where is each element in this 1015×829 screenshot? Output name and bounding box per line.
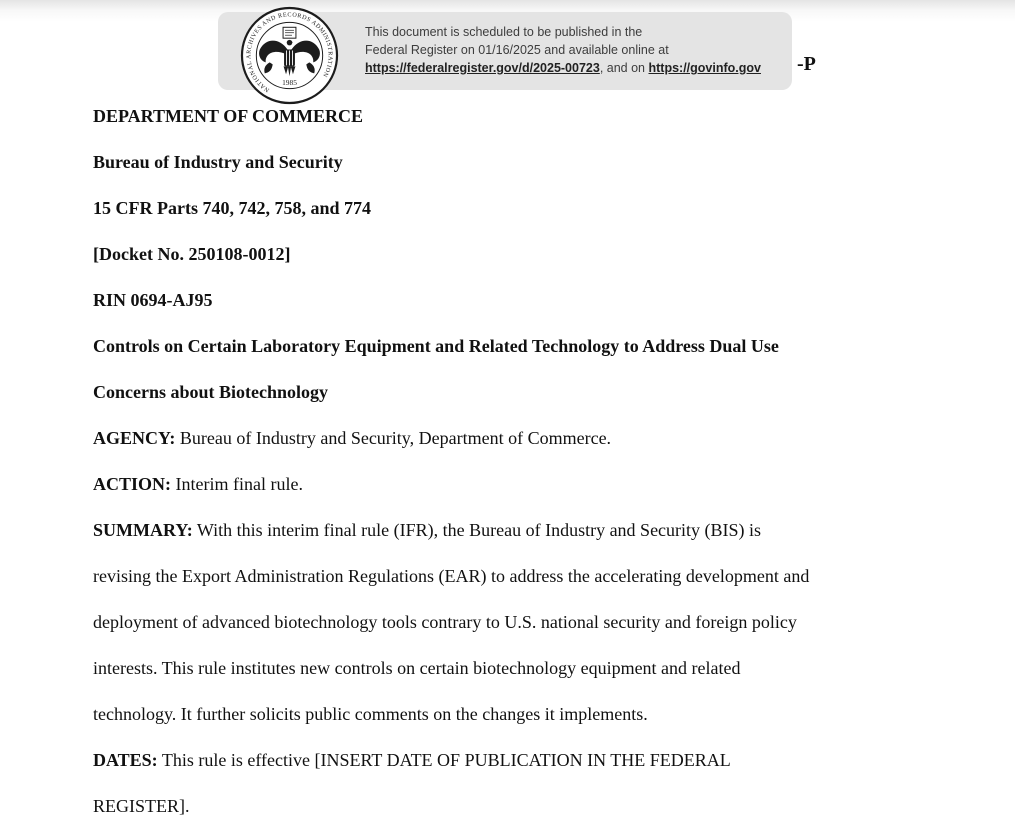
- agency-line: [93, 415, 809, 461]
- summary-text-1: With this interim final rule (IFR), the Bureau of Industry and Security (BIS) is: [192, 520, 762, 540]
- summary-line-1: [93, 507, 809, 553]
- action-line: [93, 461, 809, 507]
- summary-line-4: interests. This rule institutes new controls on certain biotechnology equipment and related: [93, 658, 741, 678]
- summary-line-3: deployment of advanced biotechnology tools contrary to U.S. national security and foreign policy: [93, 612, 797, 632]
- action-text: Interim final rule.: [171, 474, 303, 494]
- banner-link-separator: , and on: [599, 61, 649, 75]
- cfr-parts-line: 15 CFR Parts 740, 742, 758, and 774: [93, 198, 371, 218]
- federalregister-link[interactable]: https://federalregister.gov/d/2025-00723: [365, 61, 600, 75]
- seal-ring-text: NATIONAL ARCHIVES AND RECORDS ADMINISTRATION: [246, 12, 333, 93]
- banner-text: [365, 23, 761, 77]
- dates-line-1: [93, 737, 809, 783]
- dates-line-2: REGISTER].: [93, 796, 190, 816]
- seal-year: 1985: [282, 78, 297, 88]
- document-body: [93, 93, 809, 829]
- summary-line-2: revising the Export Administration Regulations (EAR) to address the accelerating development and: [93, 566, 810, 586]
- summary-line-5: technology. It further solicits public comments on the changes it implements.: [93, 704, 648, 724]
- govinfo-link[interactable]: https://govinfo.gov: [648, 61, 761, 75]
- banner-line-2: Federal Register on 01/16/2025 and available online at: [365, 43, 669, 57]
- billing-code-suffix: -P: [797, 53, 816, 75]
- dates-text-1: This rule is effective [INSERT DATE OF PUBLICATION IN THE FEDERAL: [157, 750, 731, 770]
- action-label: ACTION:: [93, 474, 172, 494]
- banner-line-1: This document is scheduled to be published in the: [365, 25, 643, 39]
- nara-seal-icon: [240, 6, 339, 105]
- agency-label: AGENCY:: [93, 428, 176, 448]
- department-heading: DEPARTMENT OF COMMERCE: [93, 106, 364, 126]
- bureau-heading: Bureau of Industry and Security: [93, 152, 343, 172]
- rule-title-line-1: Controls on Certain Laboratory Equipment and Related Technology to Address Dual Use: [93, 336, 779, 356]
- banner-line-3: [365, 59, 761, 77]
- agency-text: Bureau of Industry and Security, Department of Commerce.: [175, 428, 612, 448]
- dates-label: DATES:: [93, 750, 158, 770]
- summary-label: SUMMARY:: [93, 520, 193, 540]
- rule-title-line-2: Concerns about Biotechnology: [93, 382, 329, 402]
- docket-number: [Docket No. 250108-0012]: [93, 244, 291, 264]
- rin-number: RIN 0694-AJ95: [93, 290, 213, 310]
